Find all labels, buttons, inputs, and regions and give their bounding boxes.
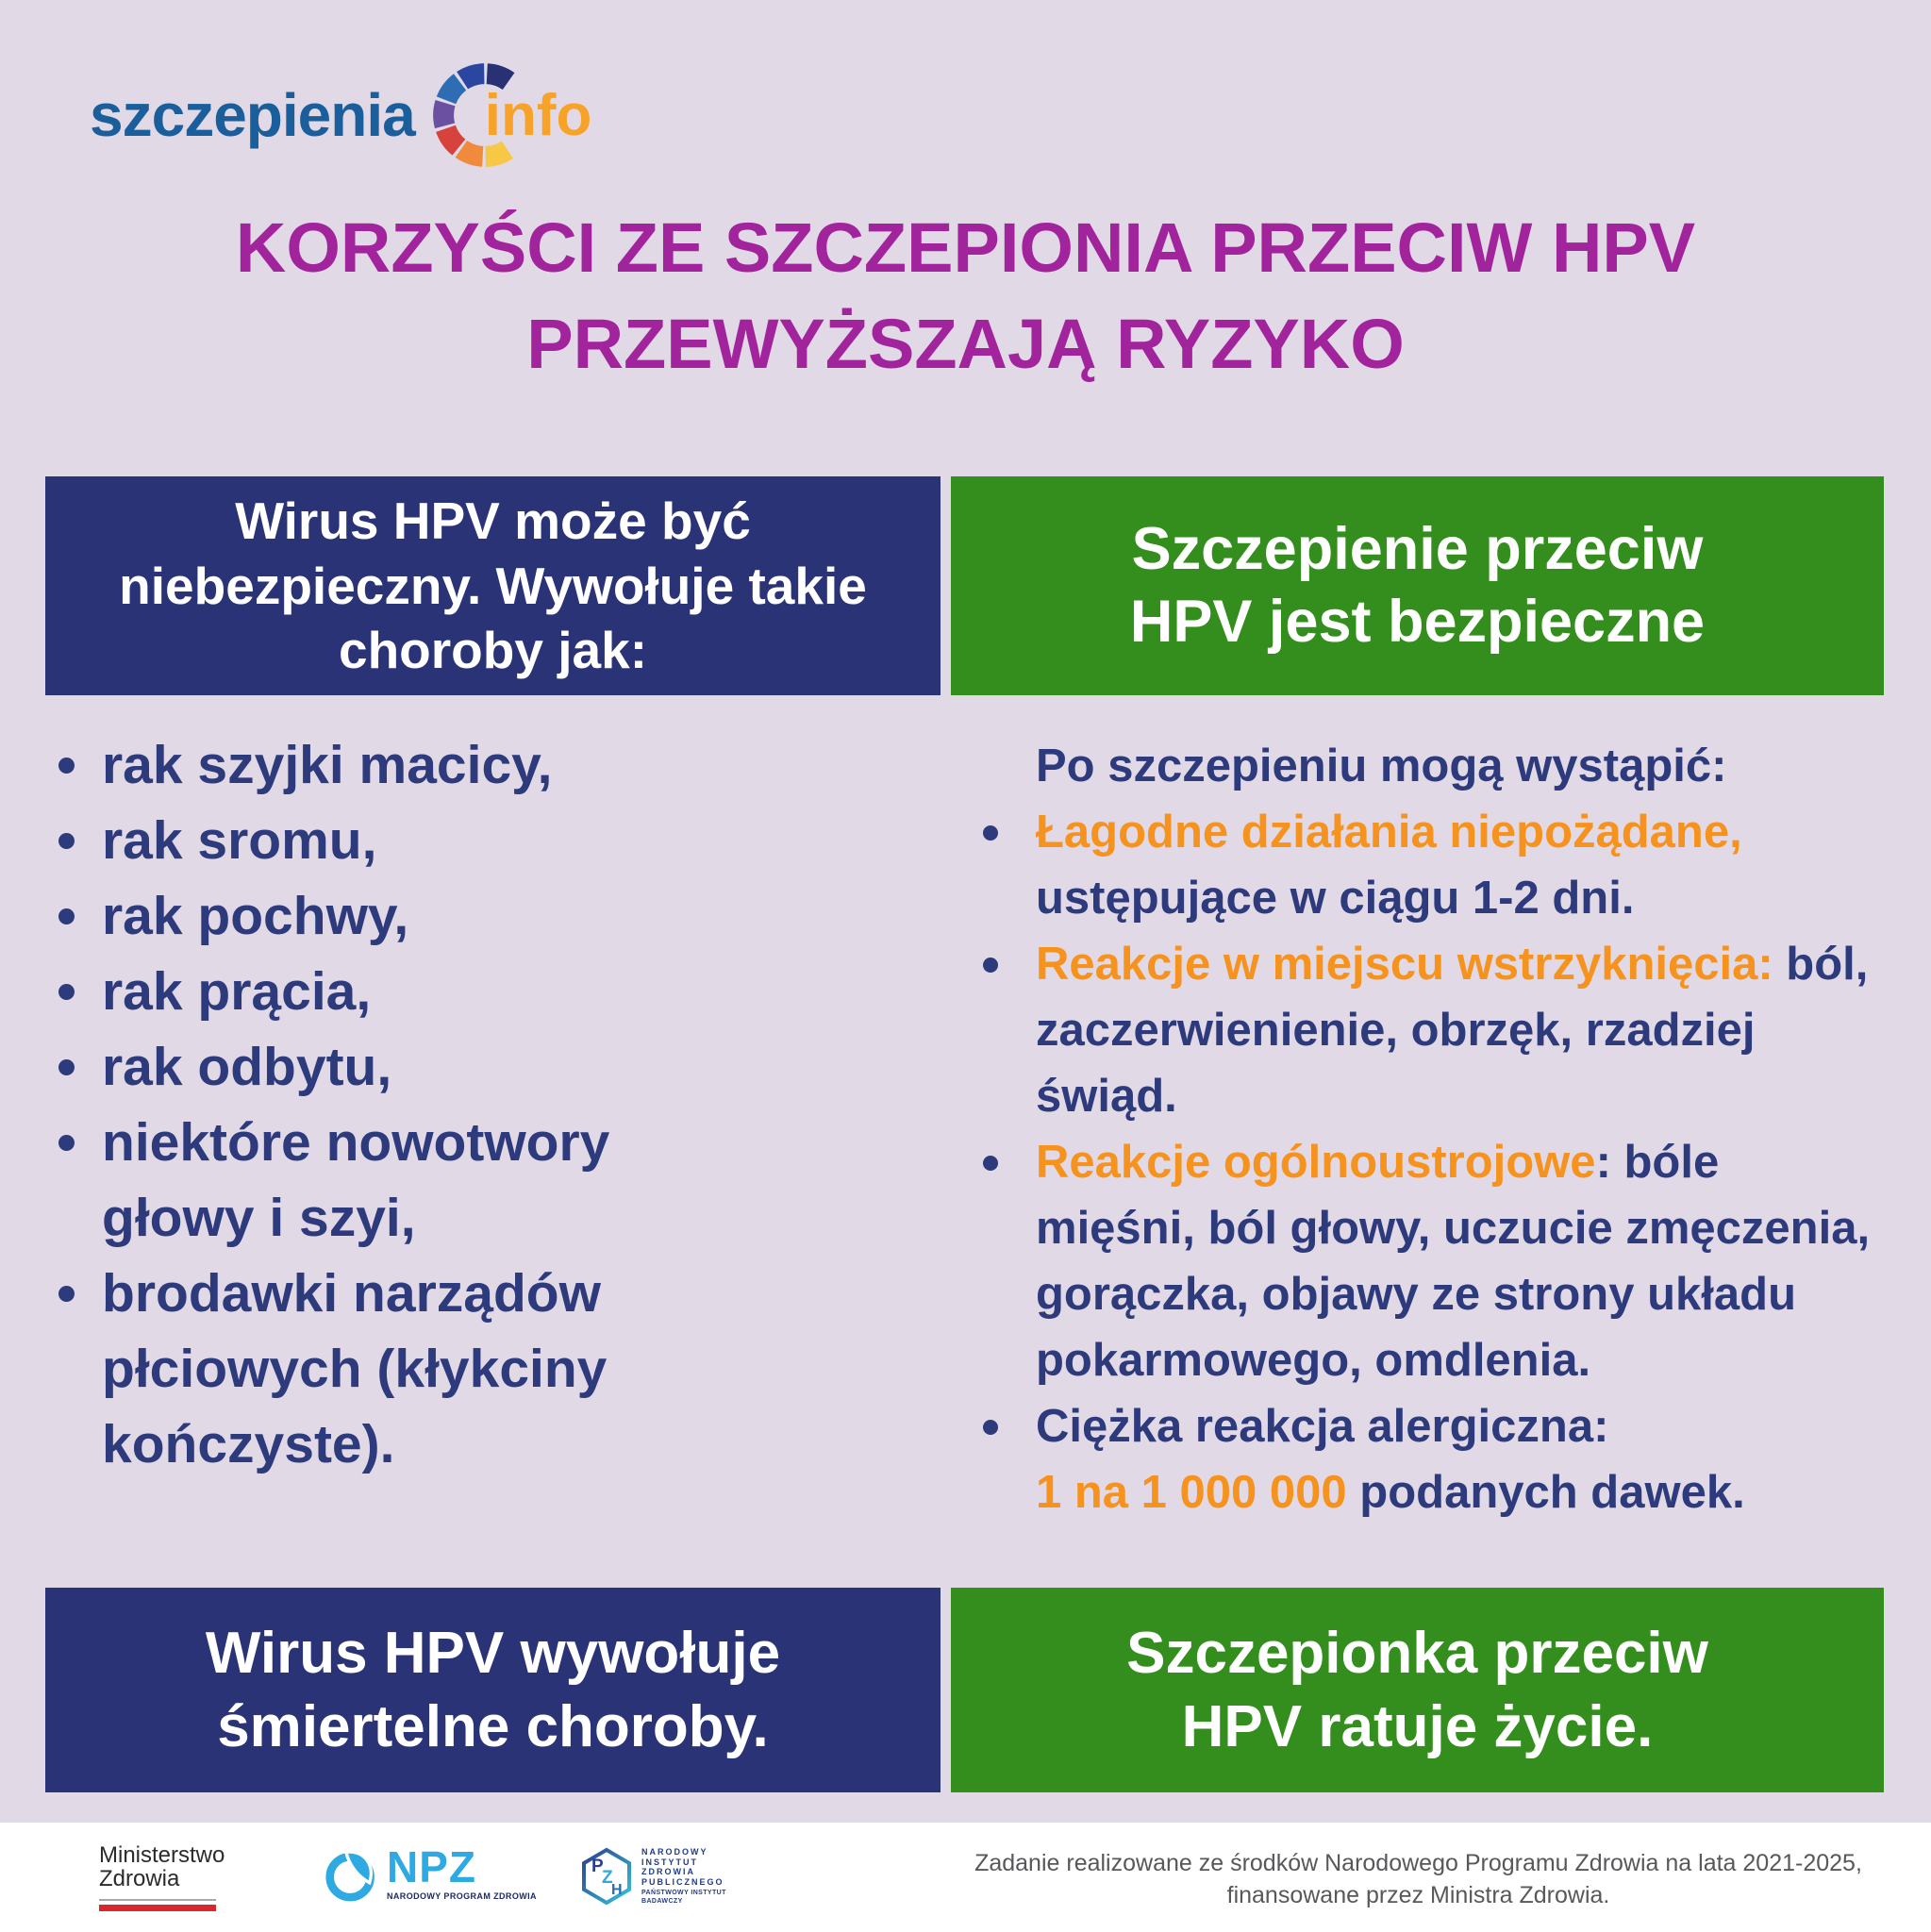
npz-circle-leaf-icon [323, 1847, 379, 1904]
pzh-name-line: NARODOWY [641, 1847, 708, 1857]
list-item [983, 931, 1884, 1129]
side-effects-section [951, 733, 1884, 1525]
pzh-institute-logo [581, 1847, 726, 1906]
npz-logo [323, 1842, 537, 1904]
effect-detail: ustępujące w ciągu 1-2 dni. [1036, 873, 1635, 924]
pzh-text-block [641, 1847, 726, 1906]
funding-line-2: finansowane przez Ministra Zdrowia. [1226, 1882, 1610, 1908]
pzh-subtitle [641, 1890, 726, 1906]
npz-text-block [387, 1842, 537, 1901]
pzh-hexagon-icon [581, 1847, 632, 1906]
effect-detail: ból, zaczerwienienie, obrzęk, rzadziej świąd. [1036, 939, 1869, 1122]
list-item [983, 1393, 1884, 1525]
npz-abbreviation: NPZ [387, 1842, 476, 1891]
pzh-name [641, 1847, 726, 1887]
pzh-name-line: INSTYTUT [641, 1857, 698, 1867]
list-item: rak pochwy, [58, 878, 762, 954]
title-line-2: PRZEWYŻSZAJĄ RYZYKO [526, 305, 1405, 383]
hpv-deadly-box [45, 1588, 941, 1792]
flag-stripe-red [99, 1905, 216, 1911]
page-title [0, 200, 1931, 392]
hpv-danger-column [45, 476, 941, 1482]
ministry-name-line-2: Zdrowia [99, 1866, 180, 1891]
list-item: rak sromu, [58, 803, 762, 878]
npz-subtitle: NARODOWY PROGRAM ZDROWIA [387, 1891, 537, 1901]
list-item: rak prącia, [58, 954, 762, 1029]
ministry-name-line-1: Ministerstwo [99, 1842, 225, 1868]
vaccine-saves-lives-box [951, 1588, 1884, 1792]
vaccine-safety-column [951, 476, 1884, 1525]
effect-highlight: Reakcje w miejscu wstrzyknięcia: [1036, 939, 1773, 990]
svg-text:P: P [591, 1857, 604, 1876]
pzh-name-line: PUBLICZNEGO [641, 1876, 724, 1887]
pzh-subtitle-line: PAŃSTWOWY INSTYTUT [641, 1890, 726, 1896]
effect-highlight: Reakcje ogólnoustrojowe [1036, 1137, 1596, 1188]
effect-detail: : bóle mięśni, ból głowy, uczucie zmęczenia, gorączka, objawy ze strony układu pokarmowego, omdlenia. [1036, 1137, 1871, 1386]
vaccine-safe-header-text: Szczepienie przeciw HPV jest bezpieczne [1129, 516, 1706, 655]
list-item: rak odbytu, [58, 1029, 762, 1105]
svg-text:Z: Z [602, 1868, 613, 1888]
footer [0, 1823, 1931, 1932]
effect-prefix: Ciężka reakcja alergiczna: [1036, 1401, 1609, 1452]
brand-suffix: info [484, 82, 592, 148]
hpv-danger-header-text: Wirus HPV może być niebezpieczny. Wywołuje takie choroby jak: [119, 491, 867, 680]
list-item: niektóre nowotwory głowy i szyi, [58, 1105, 762, 1256]
disease-list [45, 727, 941, 1482]
pzh-subtitle-line: BADAWCZY [641, 1897, 683, 1905]
ministry-of-health-logo [99, 1843, 225, 1911]
effect-highlight: 1 na 1 000 000 [1036, 1467, 1347, 1518]
pzh-name-line: ZDROWIA [641, 1867, 695, 1876]
brand-logo [90, 55, 591, 175]
side-effects-list [951, 799, 1884, 1525]
svg-text:H: H [611, 1882, 623, 1898]
effect-detail: podanych dawek. [1346, 1467, 1745, 1518]
title-line-1: KORZYŚCI ZE SZCZEPIONIA PRZECIW HPV [235, 208, 1696, 287]
funding-statement [953, 1847, 1884, 1911]
vaccine-saves-lives-text: Szczepionka przeciw HPV ratuje życie. [1126, 1621, 1708, 1759]
flag-stripe-white [99, 1899, 216, 1901]
vaccine-safe-header-box [951, 476, 1884, 695]
list-item: rak szyjki macicy, [58, 727, 762, 803]
list-item: brodawki narządów płciowych (kłykciny kończyste). [58, 1256, 762, 1482]
side-effects-intro: Po szczepieniu mogą wystąpić: [1036, 741, 1727, 791]
funding-line-1: Zadanie realizowane ze środków Narodowego Programu Zdrowia na lata 2021-2025, [974, 1850, 1862, 1876]
hpv-danger-header-box [45, 476, 941, 695]
list-item [983, 799, 1884, 931]
list-item [983, 1129, 1884, 1393]
brand-name: szczepienia [90, 81, 415, 149]
hpv-deadly-text: Wirus HPV wywołuje śmiertelne choroby. [205, 1621, 781, 1759]
effect-highlight: Łagodne działania niepożądane, [1036, 807, 1742, 858]
